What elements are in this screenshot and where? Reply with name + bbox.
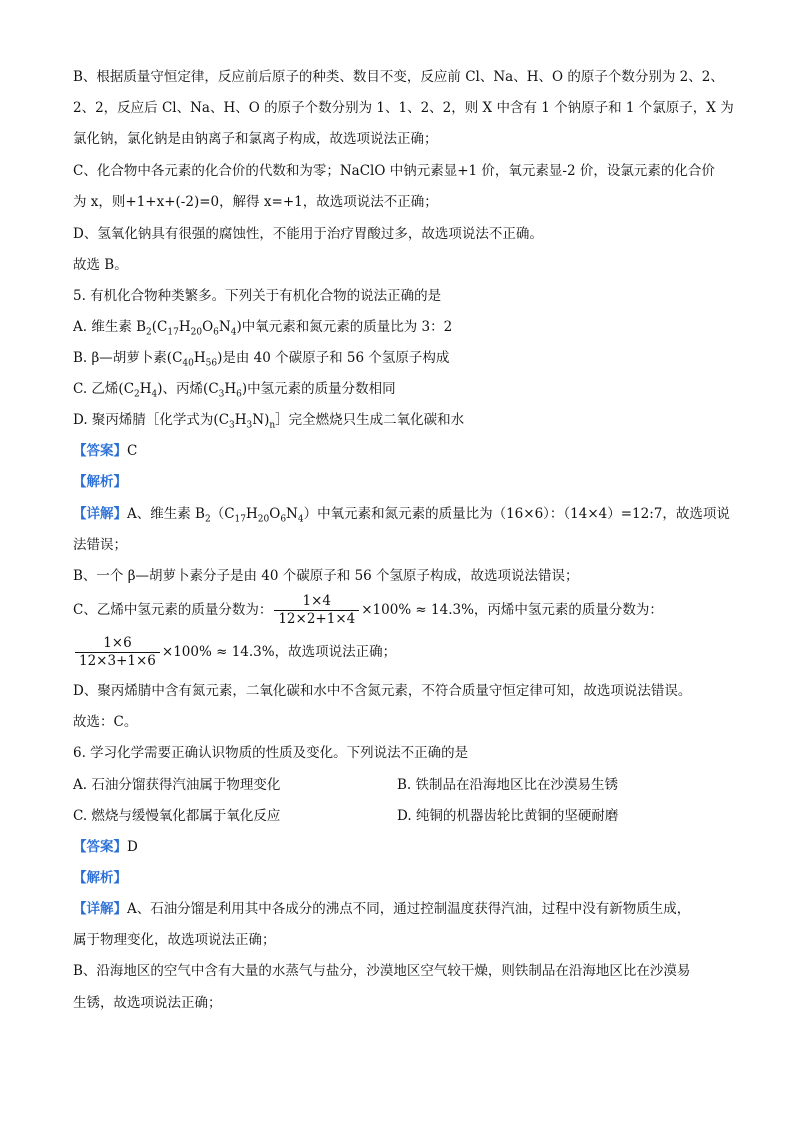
- text-run: A. 维生素 B: [73, 319, 147, 335]
- explanation-heading: [73, 869, 127, 887]
- text-run: ）中氧元素和氮元素的质量比为（16×6）：（14×4）=12:7，故选项说: [303, 506, 730, 522]
- subscript: 2: [146, 327, 152, 338]
- explanation-badge: 【解析】: [73, 870, 127, 886]
- text-line: 氯化钠，氯化钠是由钠离子和氯离子构成，故选项说法正确；: [73, 131, 438, 147]
- text-line: B、沿海地区的空气中含有大量的水蒸气与盐分，沙漠地区空气较干燥，则铁制品在沿海地区比在沙漠易: [73, 963, 691, 979]
- text-run: A、石油分馏是利用其中各成分的沸点不同，通过控制温度获得汽油，过程中没有新物质生成，: [127, 901, 691, 917]
- text-run: )中氧元素和氮元素的质量比为 3：2: [236, 319, 453, 335]
- subscript: 6: [236, 389, 242, 400]
- text-run: H: [178, 319, 191, 335]
- subscript: 3: [246, 420, 253, 431]
- text-run: N: [286, 506, 298, 522]
- subscript: 4: [230, 327, 237, 338]
- question-5-option-a: [73, 318, 452, 342]
- text-line: 故选 B。: [73, 257, 128, 273]
- subscript: 20: [190, 327, 203, 338]
- detail-badge: 【详解】: [73, 506, 127, 522]
- text-run: A、维生素 B: [127, 506, 205, 522]
- fraction-numerator: 1×6: [75, 635, 160, 653]
- text-run: )中氢元素的质量分数相同: [241, 381, 396, 397]
- text-line: B、根据质量守恒定律，反应前后原子的种类、数目不变，反应前 Cl、Na、H、O 的原子个数分别为 2、2、: [73, 69, 724, 85]
- text-run: N): [252, 412, 270, 428]
- text-run: C. 乙烯(C: [73, 381, 135, 397]
- subscript: 40: [182, 358, 194, 369]
- question-5-option-d: [73, 411, 464, 435]
- subscript: 6: [213, 327, 219, 338]
- text-run: ×100% ≈ 14.3%，故选项说法正确；: [161, 644, 397, 660]
- subscript: 56: [205, 358, 218, 369]
- question-6-stem: 6. 学习化学需要正确认识物质的性质及变化。下列说法不正确的是: [73, 745, 469, 761]
- subscript: 3: [218, 389, 225, 400]
- text-line: 生锈，故选项说法正确；: [73, 995, 222, 1011]
- question-6-option-b: B. 铁制品在沿海地区比在沙漠易生锈: [397, 777, 619, 793]
- answer-badge: 【答案】: [73, 839, 127, 855]
- answer-value: D: [127, 839, 138, 855]
- text-line: D、聚丙烯腈中含有氮元素，二氧化碳和水中不含氮元素，不符合质量守恒定律可知，故选项说法错误。: [73, 683, 692, 699]
- fraction: [274, 593, 359, 628]
- subscript: 20: [257, 514, 270, 525]
- text-run: D. 聚丙烯腈［化学式为(C: [73, 412, 230, 428]
- answer-value: C: [127, 443, 138, 459]
- text-run: O: [269, 506, 281, 522]
- subscript: 6: [280, 514, 287, 525]
- text-run: （C: [210, 506, 235, 522]
- fraction-denominator: 12×2+1×4: [278, 611, 356, 627]
- text-run: (C: [151, 319, 168, 335]
- text-run: O: [202, 319, 214, 335]
- explanation-heading: [73, 473, 127, 491]
- question-5-option-b: [73, 349, 449, 373]
- question-6-option-a: A. 石油分馏获得汽油属于物理变化: [73, 777, 281, 793]
- formula-line: [73, 592, 663, 628]
- text-run: ］完全燃烧只生成二氧化碳和水: [275, 412, 465, 428]
- fraction-numerator: 1×4: [274, 593, 359, 611]
- answer-line: [73, 838, 138, 856]
- detail-line: [73, 900, 690, 918]
- text-line: 2、2，反应后 Cl、Na、H、O 的原子个数分别为 1、1、2、2，则 X 中含有 1 个钠原子和 1 个氯原子，X 为: [73, 100, 734, 116]
- text-line: 故选：C。: [73, 714, 138, 730]
- subscript: 17: [234, 514, 246, 525]
- text-run: N: [218, 319, 231, 335]
- text-run: B. β—胡萝卜素(C: [73, 350, 183, 366]
- answer-line: [73, 442, 137, 460]
- text-line: 为 x，则+1+x+(-2)=0，解得 x=+1，故选项说法不正确；: [73, 194, 438, 210]
- text-run: )是由 40 个碳原子和 56 个氢原子构成: [217, 350, 450, 366]
- subscript: 2: [204, 514, 211, 525]
- text-run: H: [193, 350, 206, 366]
- fraction: [75, 635, 160, 670]
- fraction-denominator: 12×3+1×6: [79, 653, 156, 669]
- question-5-option-c: [73, 380, 396, 404]
- subscript: 3: [229, 420, 235, 431]
- text-line: D、氢氧化钠具有很强的腐蚀性，不能用于治疗胃酸过多，故选项说法不正确。: [73, 226, 543, 242]
- text-line: C、化合物中各元素的化合价的代数和为零；NaClO 中钠元素显+1 价，氧元素显-2 价，设氯元素的化合价: [73, 163, 715, 179]
- text-run: H: [224, 381, 237, 397]
- text-run: ×100% ≈ 14.3%，丙烯中氢元素的质量分数为：: [361, 602, 663, 618]
- text-run: H: [139, 381, 152, 397]
- subscript: 17: [167, 327, 179, 338]
- subscript: n: [269, 420, 276, 431]
- detail-badge: 【详解】: [73, 901, 127, 917]
- text-run: )、丙烯(C: [157, 381, 219, 397]
- subscript: 2: [134, 389, 140, 400]
- formula-line: [73, 634, 396, 670]
- question-6-option-c: C. 燃烧与缓慢氧化都属于氧化反应: [73, 808, 281, 824]
- text-run: H: [234, 412, 247, 428]
- explanation-badge: 【解析】: [73, 474, 127, 490]
- text-line: 法错误；: [73, 537, 127, 553]
- detail-line: [73, 505, 730, 529]
- question-5-stem: 5. 有机化合物种类繁多。下列关于有机化合物的说法正确的是: [73, 288, 442, 304]
- answer-badge: 【答案】: [73, 443, 127, 459]
- text-run: C、乙烯中氢元素的质量分数为：: [73, 602, 273, 618]
- subscript: 4: [151, 389, 158, 400]
- text-line: B、一个 β—胡萝卜素分子是由 40 个碳原子和 56 个氢原子构成，故选项说法错误；: [73, 568, 579, 584]
- question-6-option-d: D. 纯铜的机器齿轮比黄铜的坚硬耐磨: [397, 808, 619, 824]
- text-line: 属于物理变化，故选项说法正确；: [73, 932, 276, 948]
- text-run: H: [246, 506, 258, 522]
- subscript: 4: [297, 514, 304, 525]
